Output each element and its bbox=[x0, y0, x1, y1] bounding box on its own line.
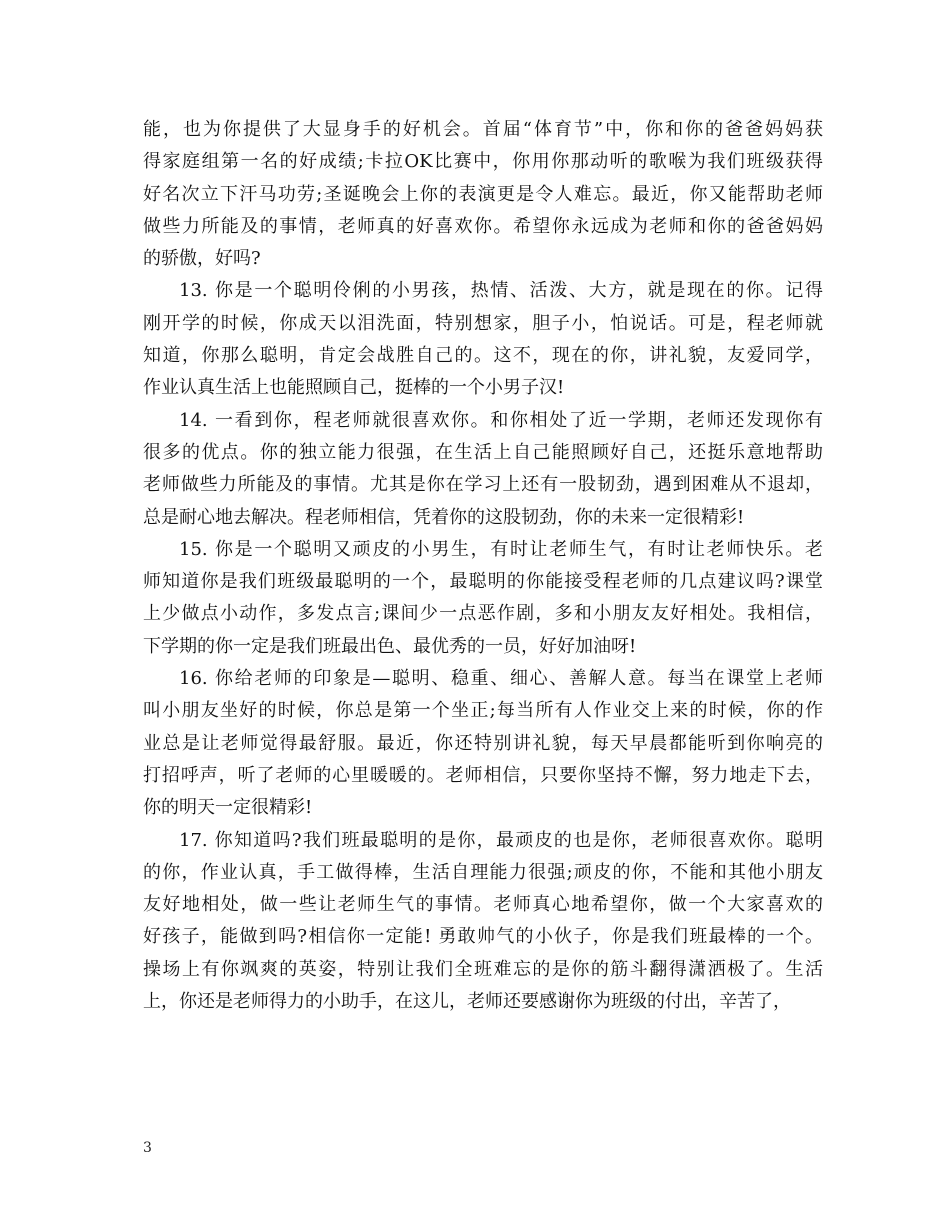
text-line: 上，你还是老师得力的小助手，在这儿，老师还要感谢你为班级的付出，辛苦了， bbox=[143, 991, 791, 1013]
text-line: 打招呼声，听了老师的心里暖暖的。老师相信，只要你坚持不懈，努力地走下去， bbox=[143, 764, 823, 786]
text-line: 上少做点小动作，多发点言;课间少一点恶作剧，多和小朋友友好相处。我相信， bbox=[143, 603, 823, 625]
text-line: 的你，作业认真，手工做得棒，生活自理能力很强;顽皮的你，不能和其他小朋友 bbox=[143, 861, 823, 883]
text-line: 好名次立下汗马功劳;圣诞晚会上你的表演更是令人难忘。最近，你又能帮助老师 bbox=[143, 183, 823, 205]
text-line: 得家庭组第一名的好成绩;卡拉OK比赛中，你用你那动听的歌喉为我们班级获得 bbox=[143, 151, 823, 173]
text-line: 下学期的你一定是我们班最出色、最优秀的一员，好好加油呀! bbox=[143, 635, 637, 657]
text-line: 好孩子，能做到吗?相信你一定能! 勇敢帅气的小伙子，你是我们班最棒的一个。 bbox=[143, 926, 823, 948]
text-line: 叫小朋友坐好的时候，你总是第一个坐正;每当所有人作业交上来的时候，你的作 bbox=[143, 700, 823, 722]
text-line: 老师做些力所能及的事情。尤其是你在学习上还有一股韧劲，遇到困难从不退却， bbox=[143, 474, 823, 496]
text-line: 总是耐心地去解决。程老师相信，凭着你的这股韧劲，你的未来一定很精彩! bbox=[143, 506, 745, 528]
text-line: 操场上有你飒爽的英姿，特别让我们全班难忘的是你的筋斗翻得潇洒极了。生活 bbox=[143, 958, 823, 980]
text-line: 作业认真生活上也能照顾自己，挺棒的一个小男子汉! bbox=[143, 377, 565, 399]
text-line: 的骄傲，好吗? bbox=[143, 248, 261, 270]
text-line: 13. 你是一个聪明伶俐的小男孩，热情、活泼、大方，就是现在的你。记得 bbox=[179, 280, 823, 302]
text-line: 16. 你给老师的印象是—聪明、稳重、细心、善解人意。每当在课堂上老师 bbox=[179, 668, 823, 690]
page-number: 3 bbox=[143, 1140, 152, 1156]
text-line: 师知道你是我们班级最聪明的一个，最聪明的你能接受程老师的几点建议吗?课堂 bbox=[143, 571, 823, 593]
text-line: 14. 一看到你，程老师就很喜欢你。和你相处了近一学期，老师还发现你有 bbox=[179, 409, 823, 431]
body-text bbox=[143, 114, 823, 1018]
text-line: 业总是让老师觉得最舒服。最近，你还特别讲礼貌，每天早晨都能听到你响亮的 bbox=[143, 732, 823, 754]
text-line: 你的明天一定很精彩! bbox=[143, 797, 313, 819]
text-line: 能，也为你提供了大显身手的好机会。首届“体育节”中，你和你的爸爸妈妈获 bbox=[143, 119, 823, 140]
text-line: 刚开学的时候，你成天以泪洗面，特别想家，胆子小，怕说话。可是，程老师就 bbox=[143, 312, 823, 334]
text-line: 15. 你是一个聪明又顽皮的小男生，有时让老师生气，有时让老师快乐。老 bbox=[179, 538, 823, 560]
text-line: 友好地相处，做一些让老师生气的事情。老师真心地希望你，做一个大家喜欢的 bbox=[143, 894, 823, 916]
text-line: 做些力所能及的事情，老师真的好喜欢你。希望你永远成为老师和你的爸爸妈妈 bbox=[143, 215, 823, 237]
text-line: 知道，你那么聪明，肯定会战胜自己的。这不，现在的你，讲礼貌，友爱同学， bbox=[143, 345, 823, 367]
text-line: 17. 你知道吗?我们班最聪明的是你，最顽皮的也是你，老师很喜欢你。聪明 bbox=[179, 829, 823, 851]
text-line: 很多的优点。你的独立能力很强，在生活上自己能照顾好自己，还挺乐意地帮助 bbox=[143, 441, 823, 463]
